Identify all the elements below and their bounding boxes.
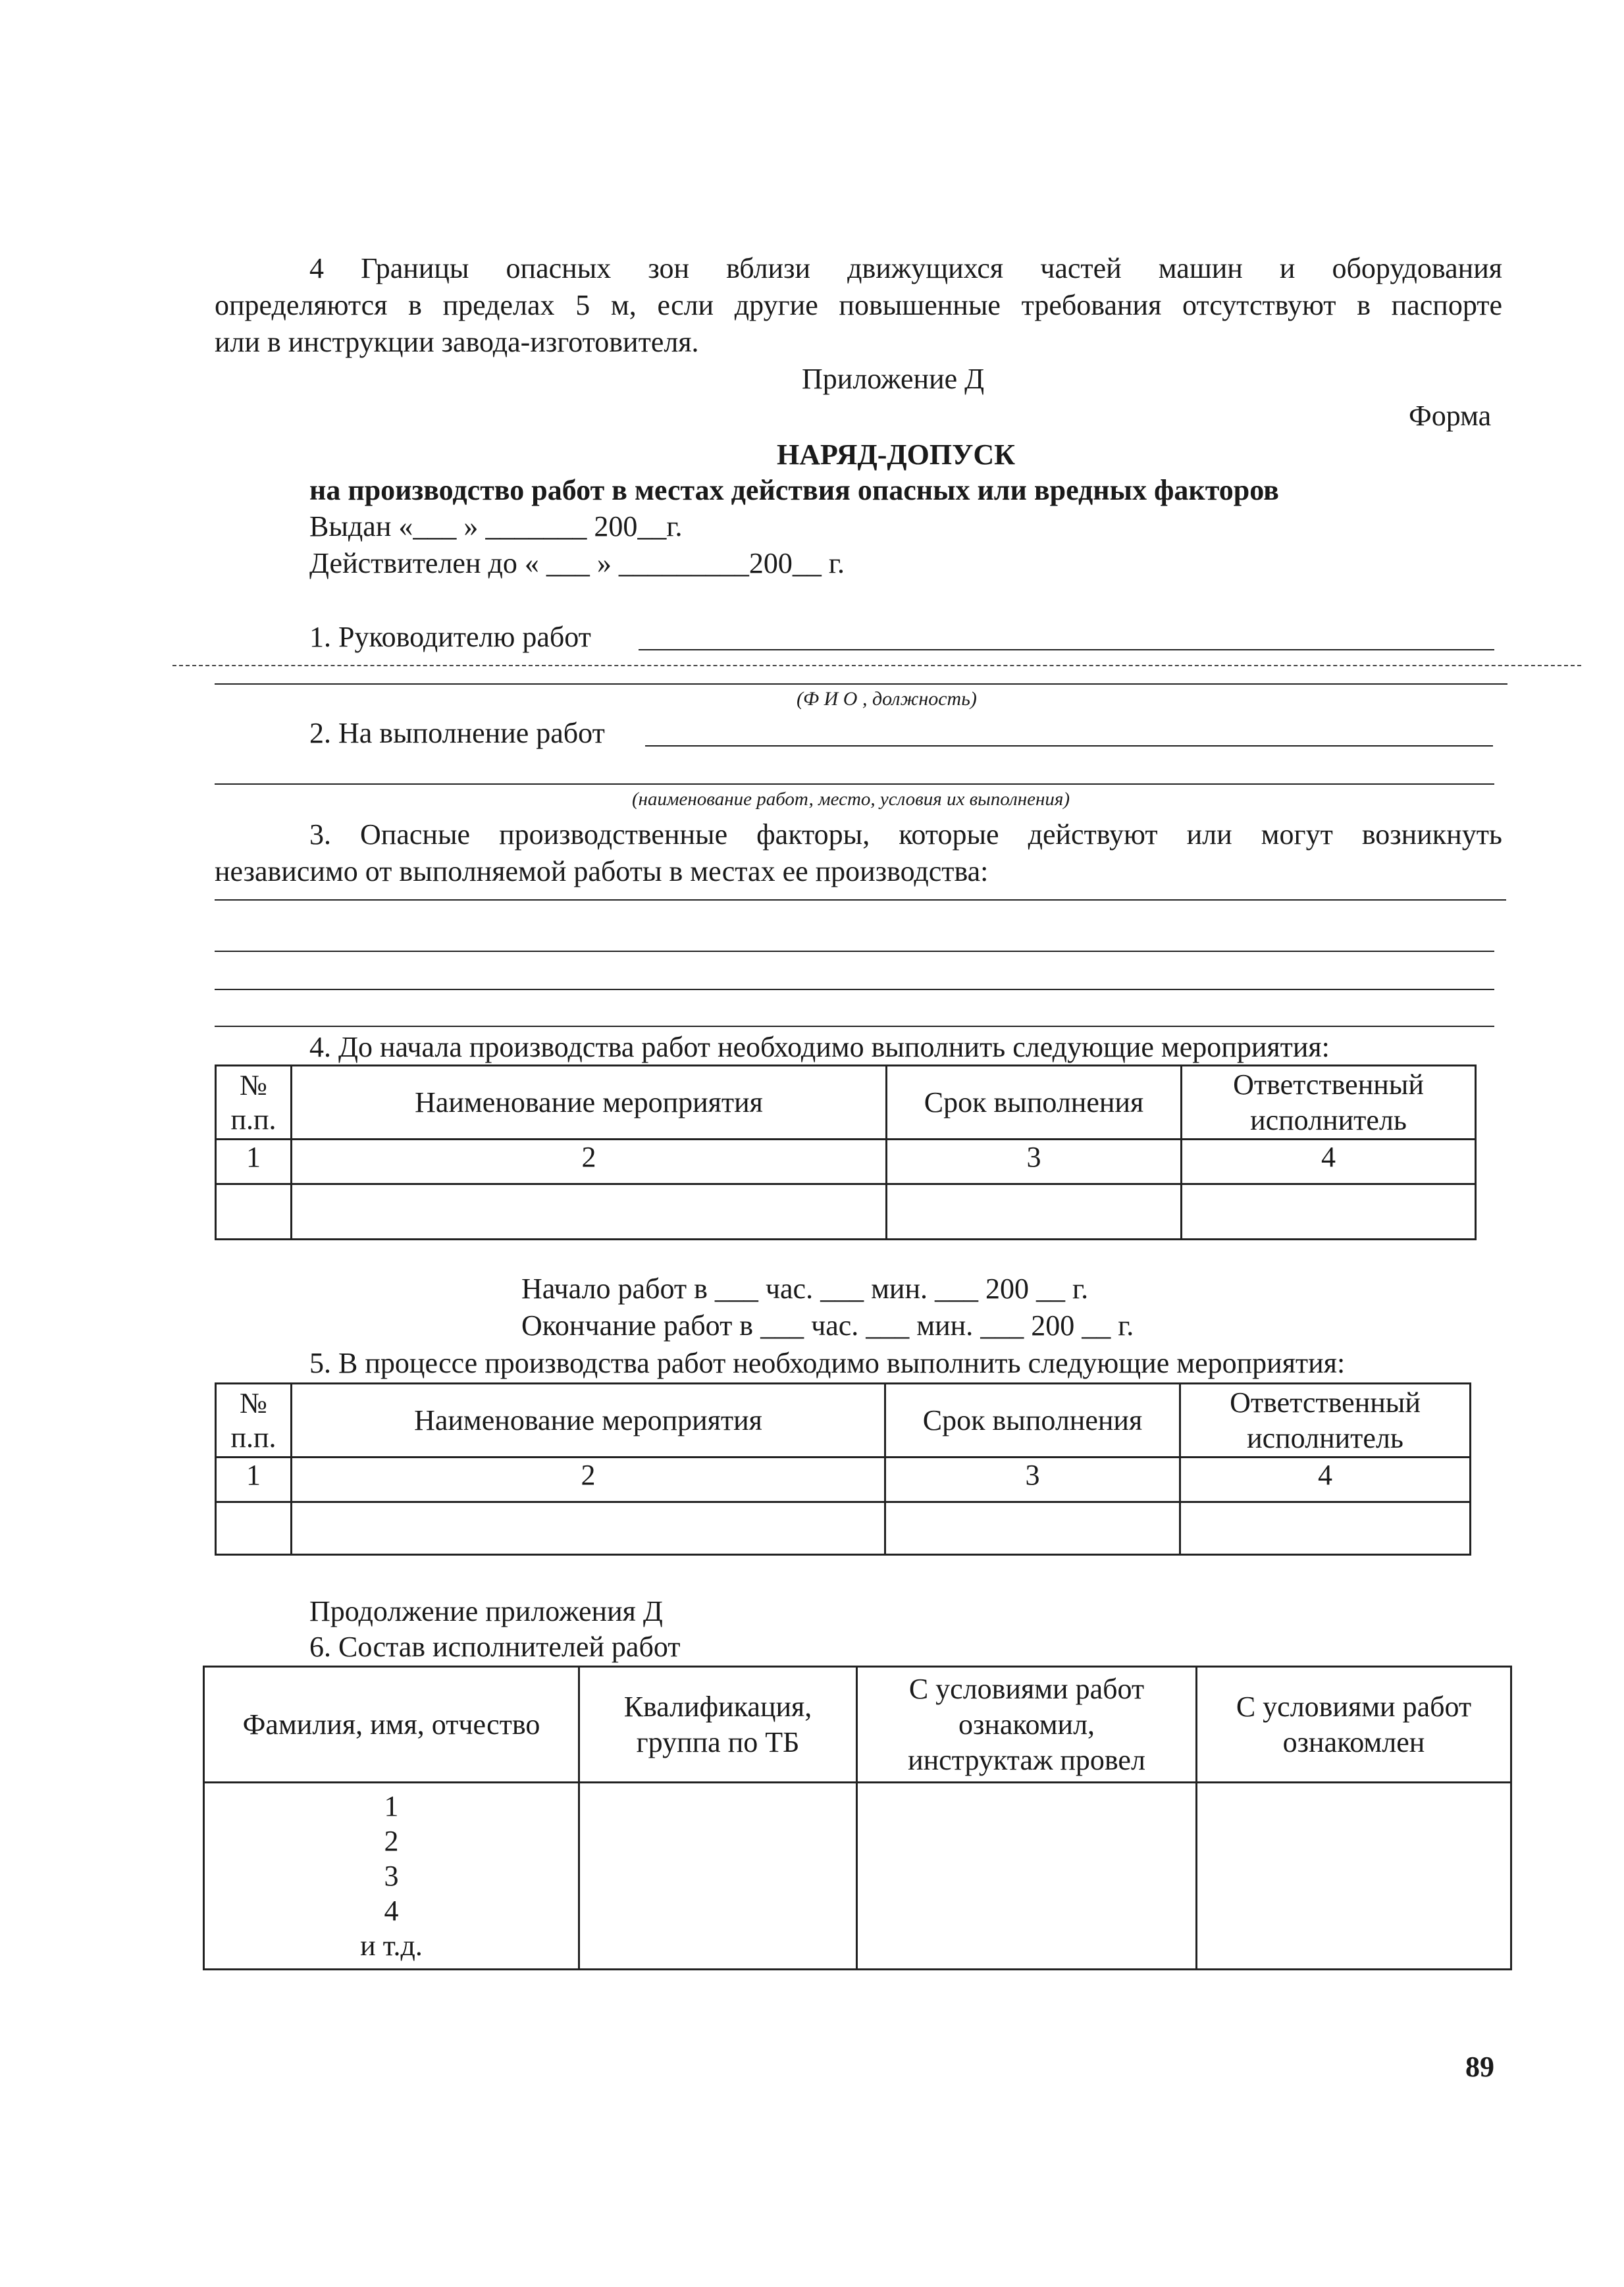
- list-item: 1: [384, 1790, 399, 1822]
- header-acknowledged: С условиями работ ознакомлен: [1197, 1667, 1511, 1783]
- continuation-label: Продолжение приложения Д: [309, 1595, 663, 1627]
- table-row: [216, 1184, 1476, 1240]
- list-item: 4: [384, 1895, 399, 1927]
- table-cell[interactable]: [887, 1184, 1182, 1240]
- table-header-row: [216, 1066, 1476, 1140]
- appendix-label: Приложение Д: [802, 363, 985, 395]
- table-row: [216, 1140, 1476, 1184]
- page-number: 89: [1465, 2051, 1494, 2083]
- header-deadline: Срок выполнения: [887, 1066, 1182, 1140]
- section3-fill-line-2: [215, 951, 1494, 952]
- header-qualification: Квалификация, группа по ТБ: [579, 1667, 857, 1783]
- table-row: [204, 1783, 1511, 1970]
- table-cell[interactable]: [1197, 1783, 1511, 1970]
- section3-fill-line-1: [215, 899, 1506, 901]
- section2-fill-line-2: [215, 783, 1494, 785]
- document-subtitle: на производство работ в местах действия опасных или вредных факторов: [309, 474, 1279, 506]
- start-work-line: Начало работ в ___ час. ___ мин. ___ 200 __ г.: [521, 1273, 1089, 1305]
- table-cell[interactable]: [857, 1783, 1197, 1970]
- table-cell[interactable]: [1180, 1502, 1471, 1555]
- header-activity-name: Наименование мероприятия: [292, 1384, 885, 1458]
- table-cell: 3: [887, 1140, 1182, 1184]
- table-cell[interactable]: [216, 1502, 292, 1555]
- intro-line-3: или в инструкции завода-изготовителя.: [215, 326, 699, 358]
- header-responsible: Ответственный исполнитель: [1182, 1066, 1476, 1140]
- section3-line-2: независимо от выполняемой работы в местах ее производства:: [215, 855, 989, 887]
- section2-hint: (наименование работ, место, условия их выполнения): [632, 789, 1070, 810]
- header-activity-name: Наименование мероприятия: [292, 1066, 887, 1140]
- section2-label: 2. На выполнение работ: [309, 717, 605, 749]
- table-cell[interactable]: [216, 1184, 292, 1240]
- table-cell[interactable]: [292, 1184, 887, 1240]
- section3-fill-line-4: [215, 1026, 1494, 1027]
- intro-line-2: определяются в пределах 5 м, если другие повышенные требования отсутствуют в паспорте: [215, 289, 1502, 321]
- list-item: и т.д.: [360, 1930, 423, 1962]
- section3-fill-line-3: [215, 989, 1494, 990]
- list-item: 3: [384, 1860, 399, 1892]
- header-responsible: Ответственный исполнитель: [1180, 1384, 1471, 1458]
- section1-fill-line: [639, 649, 1494, 650]
- table-cell[interactable]: [1182, 1184, 1476, 1240]
- list-item: 2: [384, 1825, 399, 1857]
- section2-fill-line: [645, 745, 1493, 747]
- table-cell: 3: [885, 1458, 1180, 1502]
- section4-heading: 4. До начала производства работ необходимо выполнить следующие мероприятия:: [309, 1031, 1330, 1063]
- table-cell: 1: [216, 1140, 292, 1184]
- end-work-line: Окончание работ в ___ час. ___ мин. ___ 200 __ г.: [521, 1309, 1134, 1342]
- form-label: Форма: [1409, 400, 1492, 432]
- section1-label: 1. Руководителю работ: [309, 621, 591, 653]
- table-cell: 1: [216, 1458, 292, 1502]
- header-full-name: Фамилия, имя, отчество: [204, 1667, 579, 1783]
- table-header-row: [204, 1667, 1511, 1783]
- section4-table: [215, 1065, 1477, 1240]
- table-cell: 4: [1182, 1140, 1476, 1184]
- table-cell[interactable]: [579, 1783, 857, 1970]
- section6-heading: 6. Состав исполнителей работ: [309, 1631, 681, 1663]
- valid-until-line: Действителен до « ___ » _________200__ г.: [309, 547, 845, 579]
- section1-fill-line-2: [215, 683, 1507, 685]
- header-number: № п.п.: [216, 1066, 292, 1140]
- section3-line-1: 3. Опасные производственные факторы, которые действуют или могут возникнуть: [309, 818, 1502, 851]
- header-number: № п.п.: [216, 1384, 292, 1458]
- section5-heading: 5. В процессе производства работ необходимо выполнить следующие мероприятия:: [309, 1347, 1346, 1379]
- section1-hint: (Ф И О , должность): [797, 688, 977, 710]
- table-cell[interactable]: [885, 1502, 1180, 1555]
- table-row: [216, 1502, 1471, 1555]
- table-header-row: [216, 1384, 1471, 1458]
- document-title: НАРЯД-ДОПУСК: [777, 438, 1016, 471]
- issued-line: Выдан «___ » _______ 200__г.: [309, 510, 683, 542]
- executor-number-list: [204, 1783, 579, 1970]
- header-instructed-by: С условиями работ ознакомил, инструктаж провел: [857, 1667, 1197, 1783]
- table-cell: 2: [292, 1458, 885, 1502]
- section5-table: [215, 1382, 1471, 1556]
- header-deadline: Срок выполнения: [885, 1384, 1180, 1458]
- intro-line-1: 4 Границы опасных зон вблизи движущихся частей машин и оборудования: [309, 252, 1502, 284]
- table-row: [216, 1458, 1471, 1502]
- scan-artifact-line: [172, 665, 1581, 666]
- table-cell: 2: [292, 1140, 887, 1184]
- section6-table: [203, 1666, 1512, 1970]
- table-cell[interactable]: [292, 1502, 885, 1555]
- table-cell: 4: [1180, 1458, 1471, 1502]
